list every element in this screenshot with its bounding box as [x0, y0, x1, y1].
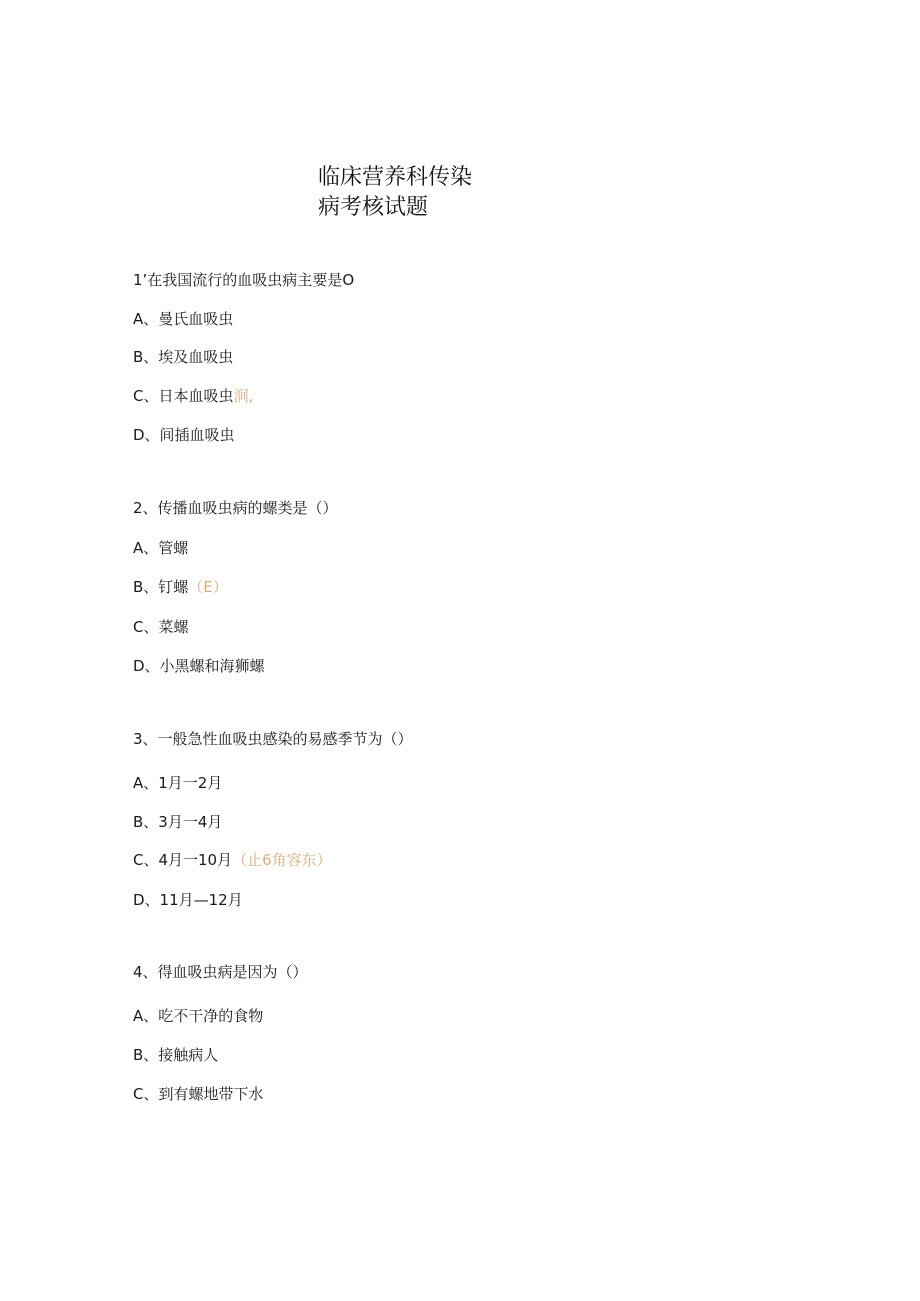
question-2-option-d	[133, 656, 265, 676]
option-text: D、间插血吸虫	[133, 426, 235, 444]
title-line-1: 临床营养科传染	[318, 165, 473, 190]
question-2-option-c	[133, 617, 188, 637]
option-text: B、3月一4月	[133, 813, 223, 831]
question-2-text: 2、传播血吸虫病的螺类是（）	[133, 499, 338, 517]
option-text: D、小黑螺和海狮螺	[133, 657, 265, 675]
option-text: D、11月—12月	[133, 891, 243, 909]
option-text: C、到有螺地带下水	[133, 1085, 264, 1103]
answer-mark: （止6角容东）	[232, 851, 332, 869]
question-2-option-b	[133, 577, 228, 597]
document-title	[318, 163, 518, 223]
option-text: C、菜螺	[133, 618, 189, 636]
option-text: B、埃及血吸虫	[133, 348, 234, 366]
question-4-text: 4、得血吸虫病是因为（）	[133, 963, 308, 981]
question-1-option-b	[133, 347, 233, 367]
question-4-option-b	[133, 1045, 218, 1065]
question-3-text: 3、一般急性血吸虫感染的易感季节为（）	[133, 730, 413, 748]
question-3-option-c	[133, 850, 332, 870]
option-text: B、接触病人	[133, 1046, 219, 1064]
question-3-option-b	[133, 812, 222, 832]
option-text: A、1月一2月	[133, 774, 223, 792]
option-text: A、曼氏血吸虫	[133, 310, 234, 328]
question-1-option-a	[133, 309, 233, 329]
question-1-option-c	[133, 386, 253, 406]
answer-mark: （E）	[188, 578, 228, 596]
answer-mark: 涧,	[233, 387, 254, 405]
option-text: B、钉螺	[133, 578, 189, 596]
option-text: C、日本血吸虫	[133, 387, 234, 405]
question-4-option-c	[133, 1084, 263, 1104]
option-text: A、管螺	[133, 539, 189, 557]
question-4-option-a	[133, 1006, 263, 1026]
option-text: A、吃不干净的食物	[133, 1007, 264, 1025]
option-text: C、4月一10月	[133, 851, 233, 869]
question-3-option-a	[133, 773, 222, 793]
question-2-option-a	[133, 538, 188, 558]
question-1-option-d	[133, 425, 235, 445]
question-3-option-d	[133, 890, 243, 910]
title-line-2: 病考核试题	[318, 195, 429, 220]
question-1-text: 1’在我国流行的血吸虫病主要是O	[133, 271, 355, 289]
